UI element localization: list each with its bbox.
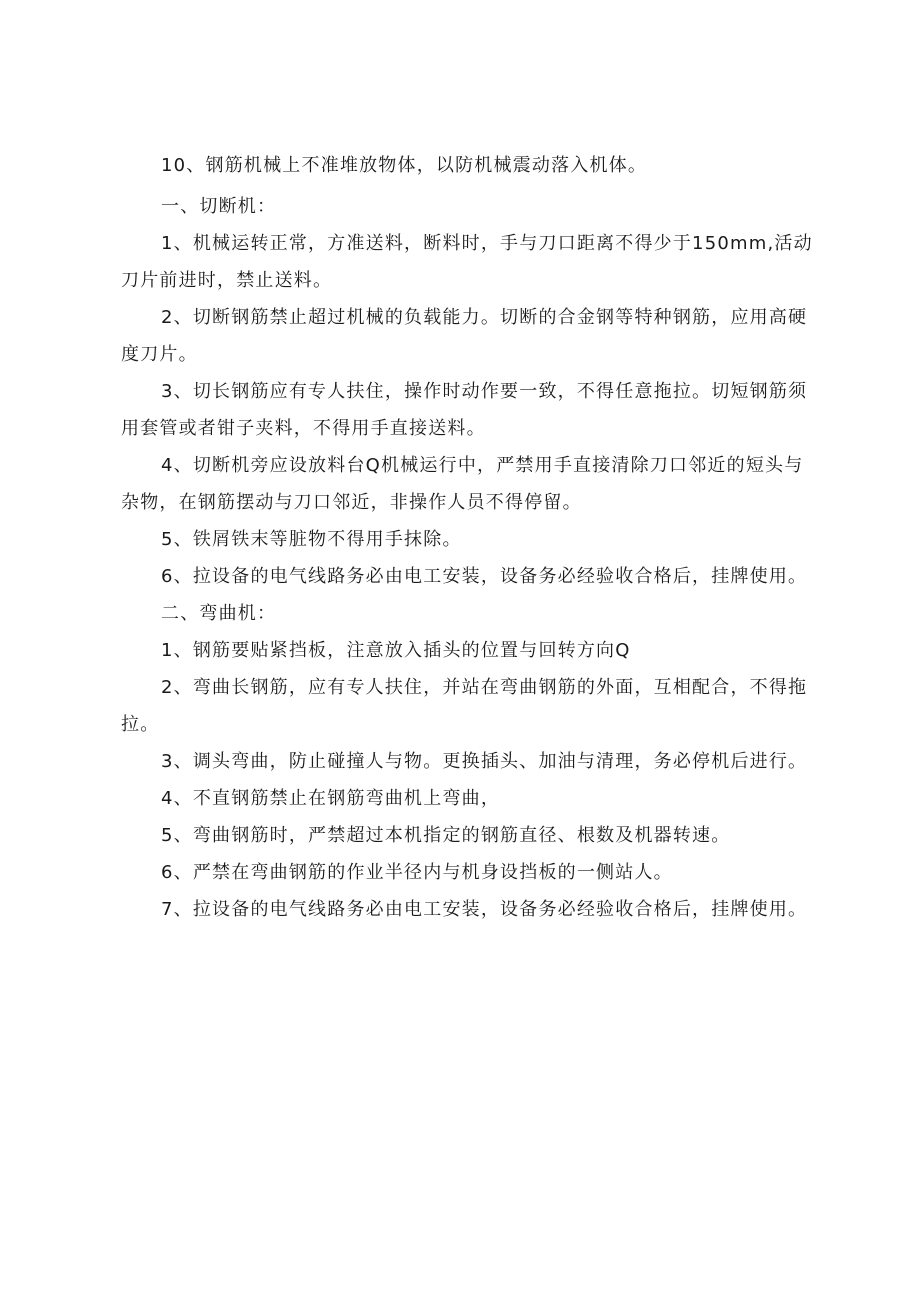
paragraph-bending-rule-7: 7、拉设备的电气线路务必由电工安装，设备务必经验收合格后，挂牌使用。 [161,899,808,920]
paragraph-bending-rule-3: 3、调头弯曲，防止碰撞人与物。更换插头、加油与清理，务必停机后进行。 [161,751,808,772]
paragraph-general-rule-10: 10、钢筋机械上不准堆放物体，以防机械震动落入机体。 [161,155,648,176]
paragraph-cutting-rule-6: 6、拉设备的电气线路务必由电工安装，设备务必经验收合格后，挂牌使用。 [161,566,808,587]
document-body [121,147,821,928]
paragraph-cutting-rule-1: 1、机械运转正常，方准送料，断料时，手与刀口距离不得少于150mm,活动刀片前进时，禁止送料。 [121,233,813,291]
paragraph-bending-rule-6: 6、严禁在弯曲钢筋的作业半径内与机身设挡板的一侧站人。 [161,862,673,883]
paragraph-bending-rule-2: 2、弯曲长钢筋，应有专人扶住，并站在弯曲钢筋的外面，互相配合，不得拖拉。 [121,677,808,735]
paragraph-bending-rule-1: 1、钢筋要贴紧挡板，注意放入插头的位置与回转方向Q [161,640,631,661]
paragraph-cutting-rule-4: 4、切断机旁应设放料台Q机械运行中，严禁用手直接清除刀口邻近的短头与杂物，在钢筋摆动与刀口邻近，非操作人员不得停留。 [121,455,804,513]
paragraph-cutting-rule-3: 3、切长钢筋应有专人扶住，操作时动作要一致，不得任意拖拉。切短钢筋须用套管或者钳子夹料，不得用手直接送料。 [121,381,808,439]
paragraph-cutting-rule-2: 2、切断钢筋禁止超过机械的负载能力。切断的合金钢等特种钢筋，应用高硬度刀片。 [121,307,808,365]
paragraph-cutting-rule-5: 5、铁屑铁末等脏物不得用手抹除。 [161,529,462,550]
paragraph-bending-rule-5: 5、弯曲钢筋时，严禁超过本机指定的钢筋直径、根数及机器转速。 [161,825,731,846]
paragraph-bending-rule-4: 4、不直钢筋禁止在钢筋弯曲机上弯曲， [161,788,501,809]
section-heading-cutting-machine: 一、切断机： [161,196,277,217]
section-heading-bending-machine: 二、弯曲机： [161,603,277,624]
